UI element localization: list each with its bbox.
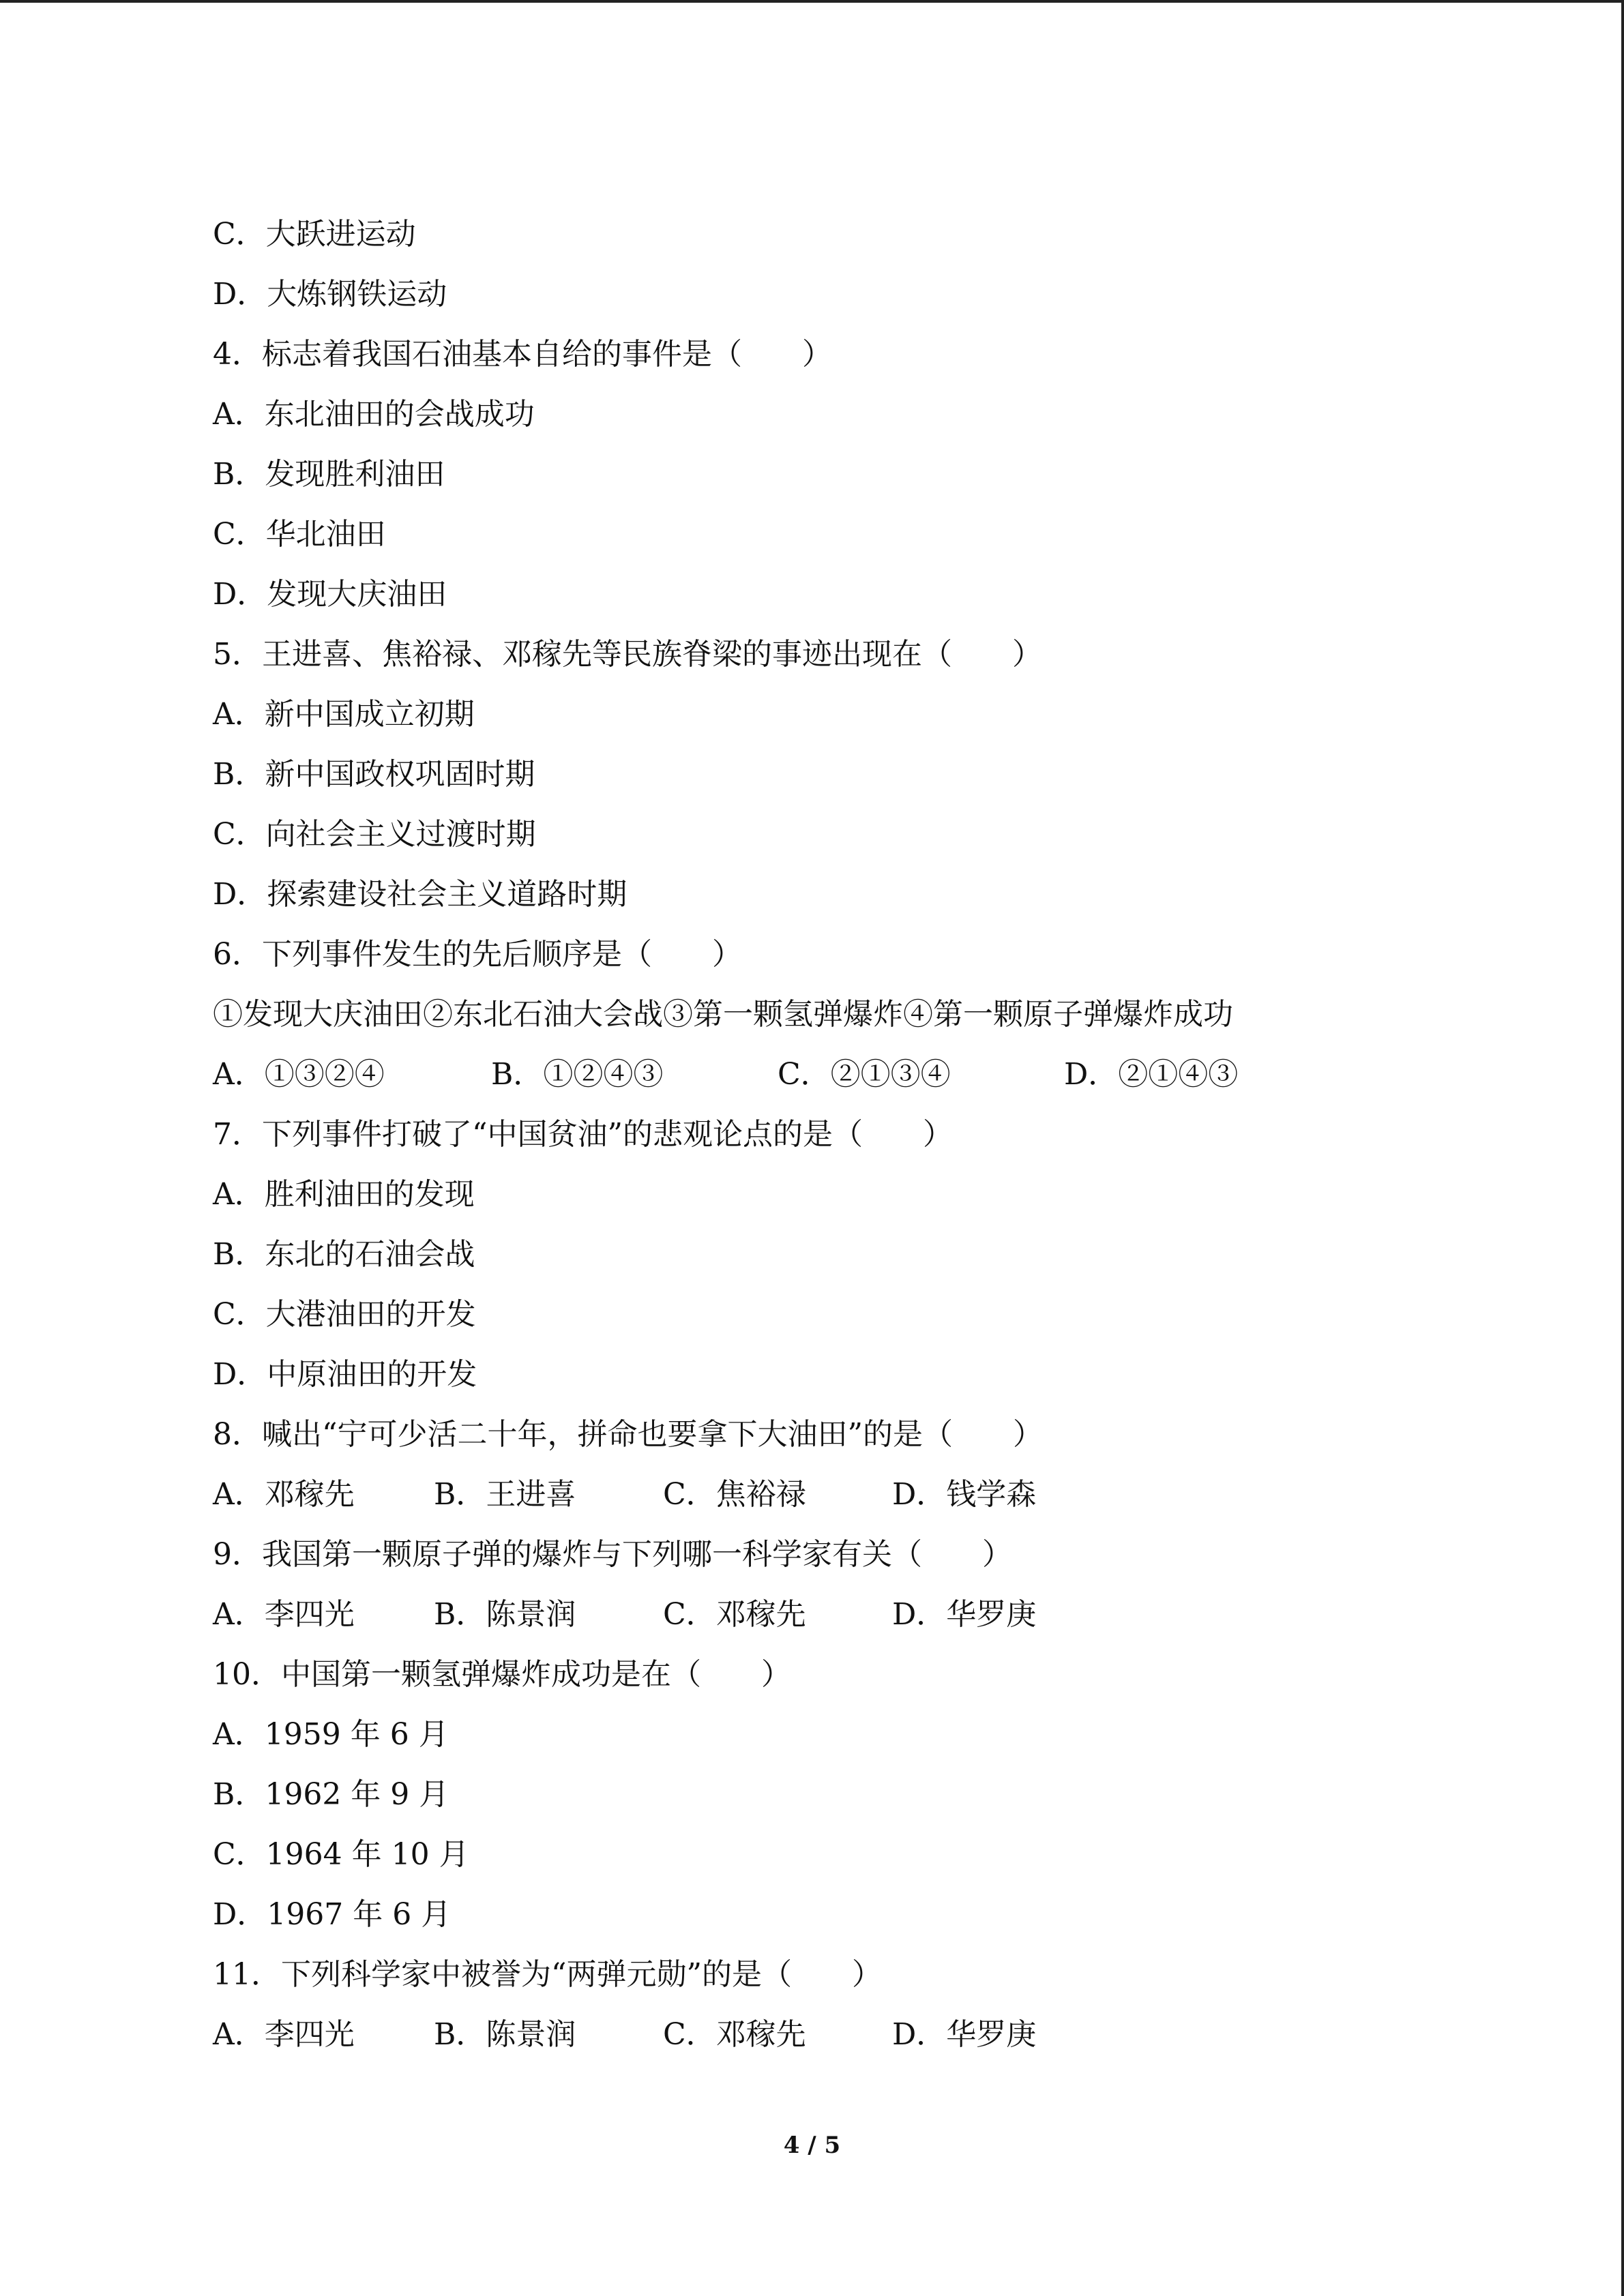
q6-option-c: C．②①③④ bbox=[778, 1057, 951, 1092]
q5-option-a: A．新中国成立初期 bbox=[213, 697, 475, 732]
page-number: 4 / 5 bbox=[783, 2132, 841, 2159]
q3-option-d: D．大炼钢铁运动 bbox=[213, 277, 447, 312]
q4-option-c: C．华北油田 bbox=[213, 517, 386, 552]
q11-stem: 11．下列科学家中被誉为“两弹元勋”的是（ ） bbox=[213, 1957, 882, 1992]
q9-option-a: A．李四光 bbox=[213, 1597, 355, 1632]
q8-options bbox=[213, 1465, 1509, 1525]
q6-option-b: B．①②④③ bbox=[491, 1057, 664, 1092]
q8-option-c: C．焦裕禄 bbox=[663, 1477, 806, 1512]
q7-option-d: D．中原油田的开发 bbox=[213, 1357, 477, 1392]
q9-options bbox=[213, 1585, 1509, 1645]
q5-option-b: B．新中国政权巩固时期 bbox=[213, 757, 535, 792]
page-top-border bbox=[0, 0, 1624, 3]
q8-option-d: D．钱学森 bbox=[892, 1477, 1037, 1512]
q4-option-b: B．发现胜利油田 bbox=[213, 457, 445, 492]
q11-options bbox=[213, 2005, 1509, 2065]
q8-stem: 8．喊出“宁可少活二十年，拼命也要拿下大油田”的是（ ） bbox=[213, 1417, 1043, 1452]
q11-option-d: D．华罗庚 bbox=[892, 2017, 1037, 2052]
q9-option-c: C．邓稼先 bbox=[663, 1597, 806, 1632]
q7-stem: 7．下列事件打破了“中国贫油”的悲观论点的是（ ） bbox=[213, 1117, 953, 1152]
q9-option-b: B．陈景润 bbox=[434, 1597, 576, 1632]
q10-option-d: D．1967 年 6 月 bbox=[213, 1897, 452, 1932]
q9-option-d: D．华罗庚 bbox=[892, 1597, 1037, 1632]
q5-option-c: C．向社会主义过渡时期 bbox=[213, 817, 536, 852]
q11-option-a: A．李四光 bbox=[213, 2017, 355, 2052]
q8-option-a: A．邓稼先 bbox=[213, 1477, 355, 1512]
q7-option-c: C．大港油田的开发 bbox=[213, 1297, 476, 1332]
q4-option-d: D．发现大庆油田 bbox=[213, 577, 447, 612]
q9-stem: 9．我国第一颗原子弹的爆炸与下列哪一科学家有关（ ） bbox=[213, 1537, 1012, 1572]
q11-option-c: C．邓稼先 bbox=[663, 2017, 806, 2052]
q4-stem: 4．标志着我国石油基本自给的事件是（ ） bbox=[213, 337, 832, 372]
q6-option-d: D．②①④③ bbox=[1064, 1057, 1239, 1092]
q6-options bbox=[213, 1045, 1509, 1105]
q10-option-c: C．1964 年 10 月 bbox=[213, 1837, 469, 1872]
q10-option-b: B．1962 年 9 月 bbox=[213, 1777, 449, 1812]
page-right-border bbox=[1621, 0, 1624, 2296]
q4-option-a: A．东北油田的会战成功 bbox=[213, 397, 535, 432]
q7-option-b: B．东北的石油会战 bbox=[213, 1237, 475, 1272]
q10-option-a: A．1959 年 6 月 bbox=[213, 1717, 449, 1752]
q6-stem: 6．下列事件发生的先后顺序是（ ） bbox=[213, 937, 742, 972]
q3-option-c: C．大跃进运动 bbox=[213, 217, 416, 252]
q8-option-b: B．王进喜 bbox=[434, 1477, 576, 1512]
q6-events: ①发现大庆油田②东北石油大会战③第一颗氢弹爆炸④第一颗原子弹爆炸成功 bbox=[213, 997, 1233, 1032]
q5-option-d: D．探索建设社会主义道路时期 bbox=[213, 877, 628, 912]
question-content bbox=[213, 205, 1509, 2065]
q11-option-b: B．陈景润 bbox=[434, 2017, 576, 2052]
q10-stem: 10．中国第一颗氢弹爆炸成功是在（ ） bbox=[213, 1657, 791, 1692]
q5-stem: 5．王进喜、焦裕禄、邓稼先等民族脊梁的事迹出现在（ ） bbox=[213, 637, 1042, 672]
q7-option-a: A．胜利油田的发现 bbox=[213, 1177, 475, 1212]
q6-option-a: A．①③②④ bbox=[213, 1057, 385, 1092]
